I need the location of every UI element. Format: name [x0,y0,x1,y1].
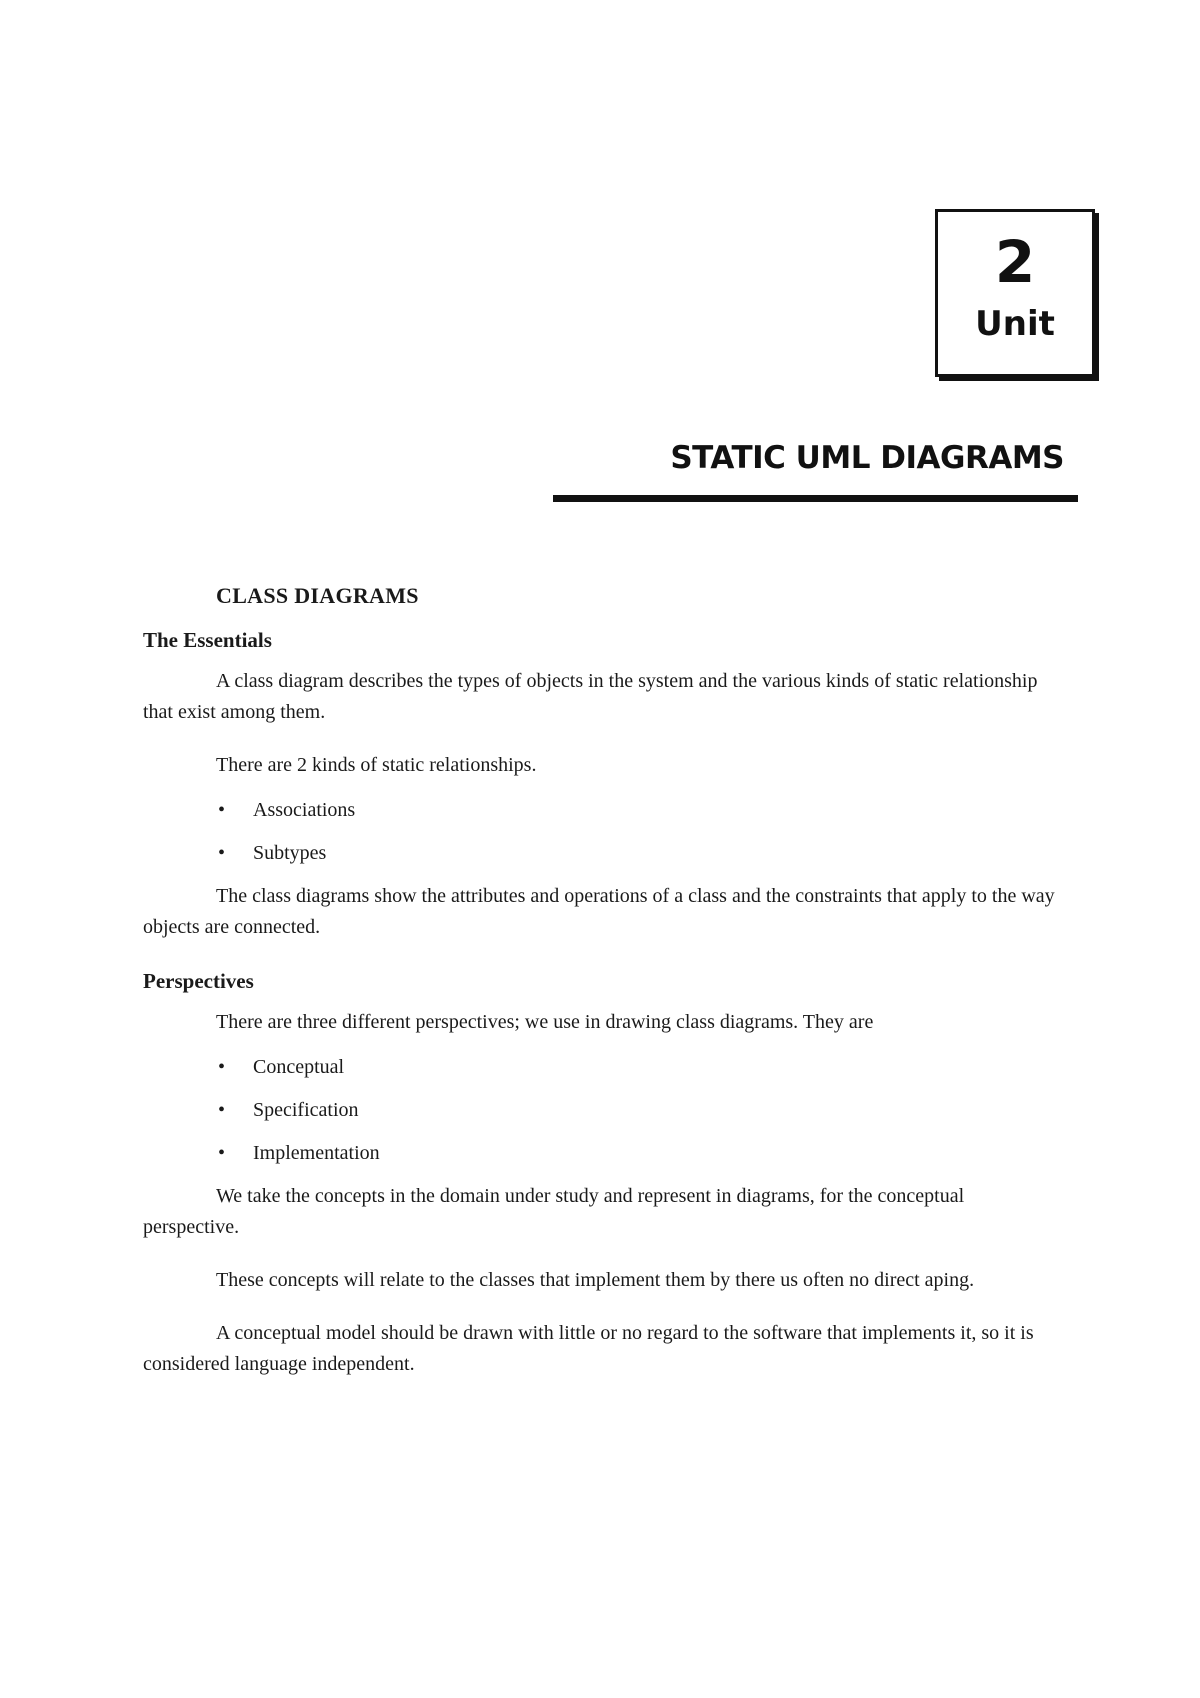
perspectives-paragraph-4: A conceptual model should be drawn with little or no regard to the software that implements it, so it is considered language independent. [143,1322,1034,1375]
perspectives-paragraph-3: These concepts will relate to the classes that implement them by there us often no direct aping. [216,1269,975,1291]
section-heading: CLASS DIAGRAMS [216,583,419,608]
page-body [143,580,1063,1402]
perspectives-paragraph-2: We take the concepts in the domain under study and represent in diagrams, for the conceptual perspective. [143,1185,965,1238]
unit-label: Unit [975,304,1055,344]
essentials-paragraph-2: There are 2 kinds of static relationships. [216,754,537,776]
list-item-label: Specification [253,1099,359,1121]
bullet-icon: • [218,799,226,821]
title-underline-rule [553,495,1078,502]
list-item [216,795,1063,826]
list-item [216,1138,1063,1169]
list-item [216,1095,1063,1126]
list-item-label: Implementation [253,1142,380,1164]
perspectives-paragraph-1: There are three different perspectives; we use in drawing class diagrams. They are [216,1011,874,1033]
list-item-label: Associations [253,799,356,821]
bullet-icon: • [218,1142,226,1164]
unit-number: 2 [994,228,1036,296]
essentials-paragraph-3: The class diagrams show the attributes and operations of a class and the constraints that apply to the way objects are connected. [143,885,1055,938]
list-item-label: Subtypes [253,842,327,864]
bullet-icon: • [218,1099,226,1121]
chapter-title: STATIC UML DIAGRAMS [670,440,1064,476]
essentials-paragraph-1: A class diagram describes the types of objects in the system and the various kinds of static relationship that exist among them. [143,670,1038,723]
list-item [216,838,1063,869]
list-item [216,1052,1063,1083]
perspectives-list [143,1052,1063,1169]
unit-badge [935,209,1095,377]
relationship-list [143,795,1063,869]
perspectives-heading: Perspectives [143,969,254,993]
list-item-label: Conceptual [253,1056,345,1078]
essentials-heading: The Essentials [143,628,272,652]
bullet-icon: • [218,842,226,864]
bullet-icon: • [218,1056,226,1078]
